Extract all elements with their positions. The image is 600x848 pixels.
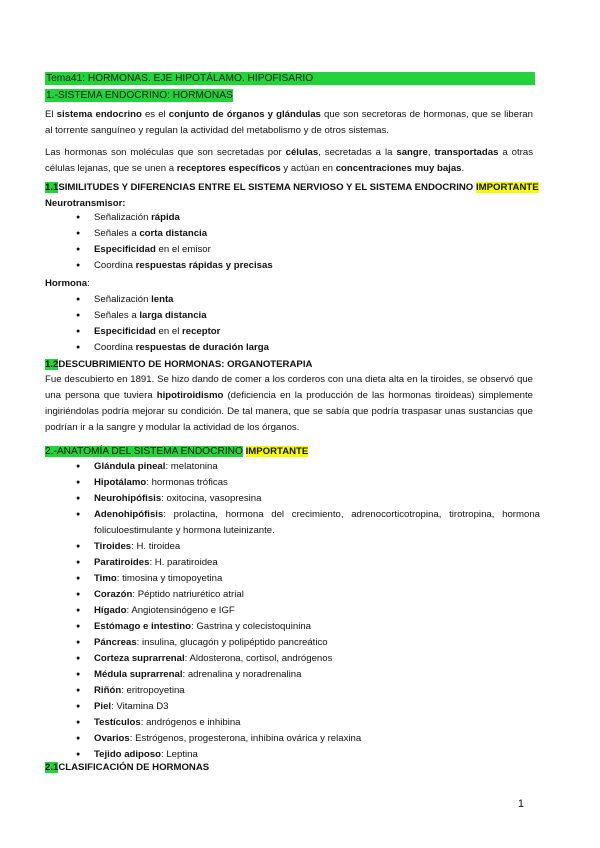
section-1-1-heading: 1.1SIMILITUDES Y DIFERENCIAS ENTRE EL SISTEMA NERVIOSO Y EL SISTEMA ENDOCRINO IMPORTANTE	[45, 182, 539, 193]
list-item: ● Timo: timosina y timopoyetina	[76, 571, 540, 587]
list-item: ● Ovarios: Estrógenos, progesterona, inhibina ovárica y relaxina	[76, 731, 540, 747]
section-1-heading: 1.-SISTEMA ENDOCRINO: HORMONAS	[46, 90, 233, 101]
list-item: ● Páncreas: insulina, glucagón y polipéptido pancreático	[76, 635, 540, 651]
list-item: ● Coordina respuestas rápidas y precisas	[76, 258, 273, 274]
list-item: ● Señalización lenta	[76, 292, 269, 308]
section-2-1-heading: 2.1CLASIFICACIÓN DE HORMONAS	[45, 762, 210, 773]
list-item: ● Glándula pineal: melatonina	[76, 459, 540, 475]
list-item: ● Testículos: andrógenos e inhibina	[76, 715, 540, 731]
document-title: Tema41: HORMONAS. EJE HIPOTÁLAMO. HIPOFISARIO	[45, 72, 535, 85]
list-item: ● Corazón: Péptido natriurético atrial	[76, 587, 540, 603]
list-item: ● Hígado: Angiotensinógeno e IGF	[76, 603, 540, 619]
list-item: ● Señales a larga distancia	[76, 308, 269, 324]
list-item: ● Hipotálamo: hormonas tróficas	[76, 475, 540, 491]
section-1-2-heading: 1.2DESCUBRIMIENTO DE HORMONAS: ORGANOTERAPIA	[45, 359, 313, 370]
list-item: ● Neurohipófisis: oxitocina, vasopresina	[76, 491, 540, 507]
neurotransmitter-list	[76, 210, 273, 274]
list-item: ● Especificidad en el receptor	[76, 324, 269, 340]
list-item: ● Especificidad en el emisor	[76, 242, 273, 258]
list-item: ● Corteza suprarrenal: Aldosterona, cortisol, andrógenos	[76, 651, 540, 667]
list-item: ● Coordina respuestas de duración larga	[76, 340, 269, 356]
hormone-label: Hormona:	[45, 278, 90, 289]
section-1-paragraph-2: Las hormonas son moléculas que son secretadas por células, secretadas a la sangre, transportadas a otras células lejanas, que se unen a receptores específicos y actúan en concentraciones muy bajas.	[45, 147, 533, 174]
page-number: 1	[517, 798, 524, 810]
list-item: ● Señales a corta distancia	[76, 226, 273, 242]
hormone-list	[76, 292, 269, 356]
list-item: ● Tiroides: H. tiroidea	[76, 539, 540, 555]
section-1-2-paragraph: Fue descubierto en 1891. Se hizo dando de comer a los corderos con una dieta alta en la tiroides, se observó que una persona que tuviera hipotiroidismo (deficiencia en la producción de las hormonas tiroideas) simplemente ingiriéndolas podría mejorar su condición. De tal manera, que se sabía que podría traspasar unas sustancias que podrían ir a la sangre y modular la actividad de los órganos.	[45, 374, 534, 433]
endocrine-anatomy-list	[76, 459, 540, 763]
list-item: ● Médula suprarrenal: adrenalina y noradrenalina	[76, 667, 540, 683]
list-item: ● Tejido adiposo: Leptina	[76, 747, 540, 763]
list-item: ● Riñón: eritropoyetina	[76, 683, 540, 699]
neurotransmitter-label: Neurotransmisor:	[45, 198, 126, 209]
list-item: ● Paratiroides: H. paratiroidea	[76, 555, 540, 571]
list-item: ● Estómago e intestino: Gastrina y colecistoquinina	[76, 619, 540, 635]
section-2-heading: 2.-ANATOMÍA DEL SISTEMA ENDOCRINO IMPORTANTE	[45, 446, 309, 457]
section-1-paragraph-1: El sistema endocrino es el conjunto de órganos y glándulas que son secretoras de hormonas, que se liberan al torrente sanguíneo y regulan la actividad del metabolismo y de otros sistemas.	[45, 109, 533, 136]
list-item: ● Adenohipófisis: prolactina, hormona del crecimiento, adrenocorticotropina, tirotropina, hormona foliculoestimulante y hormona luteinizante.	[76, 507, 540, 539]
list-item: ● Señalización rápida	[76, 210, 273, 226]
list-item: ● Piel: Vitamina D3	[76, 699, 540, 715]
